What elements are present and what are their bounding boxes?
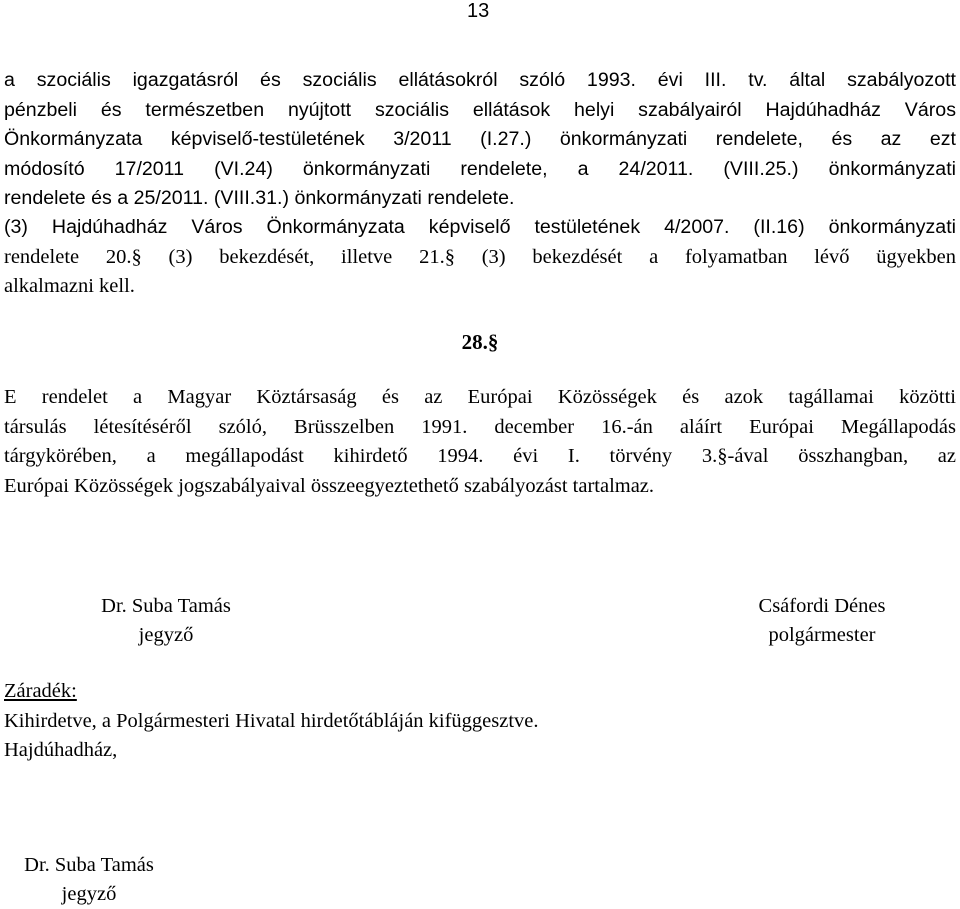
clause-block [4, 677, 539, 766]
page-number: 13 [467, 0, 490, 22]
signature-mayor [712, 592, 932, 650]
signature-name: Dr. Suba Tamás [24, 854, 154, 876]
signature-title: jegyző [138, 624, 194, 646]
signature-name: Dr. Suba Tamás [101, 595, 231, 617]
text-line: módosító 17/2011 (VI.24) önkormányzati rendelete, a 24/2011. (VIII.25.) önkormányzati [4, 157, 956, 180]
text-line: Európai Közösségek jogszabályaival összeegyeztethető szabályozást tartalmaz. [4, 474, 655, 497]
text-line: tárgykörében, a megállapodást kihirdető 1994. évi I. törvény 3.§-ával összhangban, az [4, 445, 956, 467]
signature-title: jegyző [61, 883, 117, 905]
signature-notary-bottom [4, 851, 174, 909]
text-line: E rendelet a Magyar Köztársaság és az Európai Közösségek és azok tagállamai közötti [4, 386, 956, 408]
signature-title: polgármester [768, 624, 876, 646]
clause-line: Hajdúhadház, [4, 739, 118, 761]
text-line: (3) Hajdúhadház Város Önkormányzata képviselő testületének 4/2007. (II.16) önkormányzati [4, 216, 956, 238]
signature-name: Csáfordi Dénes [758, 595, 886, 617]
text-line: társulás létesítéséről szóló, Brüsszelben 1991. december 16.-án aláírt Európai Megállapodás [4, 415, 956, 438]
text-line: pénzbeli és természetben nyújtott szociális ellátások helyi szabályairól Hajdúhadház Város [4, 98, 956, 121]
text-line: rendelete 20.§ (3) bekezdését, illetve 21.§ (3) bekezdését a folyamatban lévő ügyekben [4, 245, 956, 268]
paragraph-subsection-3 [4, 213, 956, 302]
clause-line: Kihirdetve, a Polgármesteri Hivatal hirdetőtábláján kifüggesztve. [4, 709, 539, 732]
clause-title: Záradék: [4, 680, 77, 702]
paragraph-eu-conformity [4, 383, 956, 501]
text-line: a szociális igazgatásról és szociális ellátásokról szóló 1993. évi III. tv. által szabályozott [4, 69, 956, 91]
text-line: Önkormányzata képviselő-testületének 3/2011 (I.27.) önkormányzati rendelete, és az ezt [4, 128, 956, 150]
signature-notary [66, 592, 266, 650]
paragraph-legal-references [4, 66, 956, 214]
text-line: alkalmazni kell. [4, 275, 135, 297]
section-number: 28.§ [461, 330, 499, 354]
text-line: rendelete és a 25/2011. (VIII.31.) önkormányzati rendelete. [4, 187, 515, 209]
